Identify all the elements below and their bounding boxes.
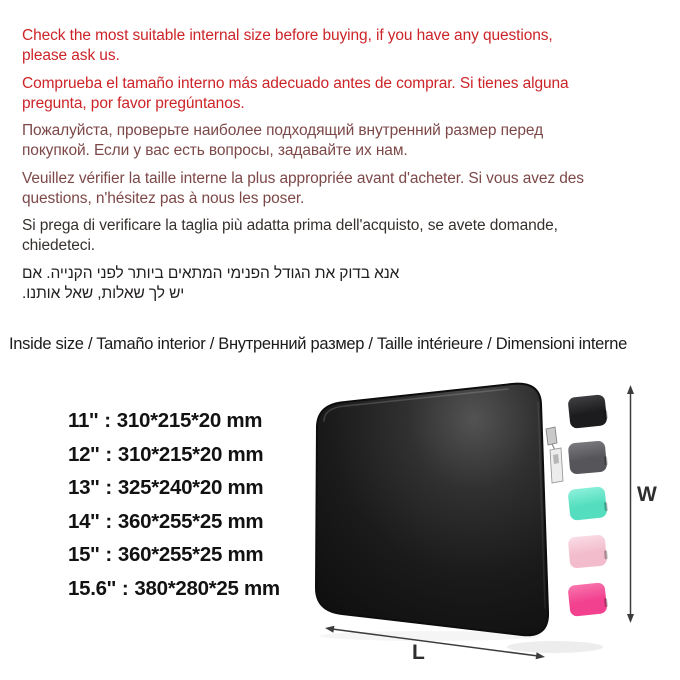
size-separator: : [105, 543, 112, 566]
size-separator: : [121, 576, 129, 600]
laptop-sleeve-image [316, 384, 548, 636]
size-separator: : [104, 409, 111, 432]
notice-russian: Пожалуйста, проверьте наиболее подходящий внутренний размер перед покупкой. Если у вас есть вопросы, задавайте их нам. [22, 122, 544, 159]
length-dimension-label: L [412, 641, 425, 664]
color-swatch-mint [567, 486, 607, 521]
size-label: 15.6'' [68, 576, 116, 600]
size-value: 360*255*25 mm [117, 543, 264, 566]
zipper-pull-icon [546, 427, 563, 483]
color-swatch-gray [568, 440, 608, 474]
size-separator: : [105, 509, 112, 533]
width-arrow [627, 385, 634, 623]
size-label: 13'' [68, 476, 100, 499]
size-value: 380*280*25 mm [134, 576, 280, 600]
size-separator: : [105, 476, 112, 499]
size-value: 310*215*20 mm [116, 409, 263, 432]
color-swatch-black [567, 394, 607, 429]
size-label: 12'' [68, 442, 100, 466]
notice-italian: Si prega di verificare la taglia più adatta prima dell'acquisto, se avete domande, chiedeteci. [22, 217, 558, 254]
color-swatch-rose [567, 582, 607, 617]
size-value: 310*215*20 mm [117, 442, 264, 466]
size-value: 325*240*20 mm [117, 476, 264, 499]
notice-french: Veuillez vérifier la taille interne la plus appropriée avant d'acheter. Si vous avez des questions, n'hésitez pas à nous les poser. [22, 169, 584, 207]
color-swatch-light-pink [568, 534, 608, 568]
size-label: 14'' [68, 509, 100, 533]
size-label: 15'' [68, 543, 100, 566]
notice-english: Check the most suitable internal size before buying, if you have any questions, please ask us. [22, 27, 553, 64]
size-value: 360*255*25 mm [117, 509, 264, 533]
width-dimension-label: W [637, 483, 657, 506]
notice-hebrew: אנא בדוק את הגודל הפנימי המתאים ביותר לפני הקנייה. אם יש לך שאלות, שאל אותנו. [22, 264, 400, 302]
size-label: 11'' [68, 409, 99, 432]
sleeve-shadow [507, 641, 603, 653]
notice-spanish: Comprueba el tamaño interno más adecuado antes de comprar. Si tienes alguna pregunta, por favor pregúntanos. [22, 74, 569, 112]
inside-size-header: Inside size / Tamaño interior / Внутренний размер / Taille intérieure / Dimensioni interne [9, 335, 627, 353]
size-separator: : [105, 442, 112, 466]
